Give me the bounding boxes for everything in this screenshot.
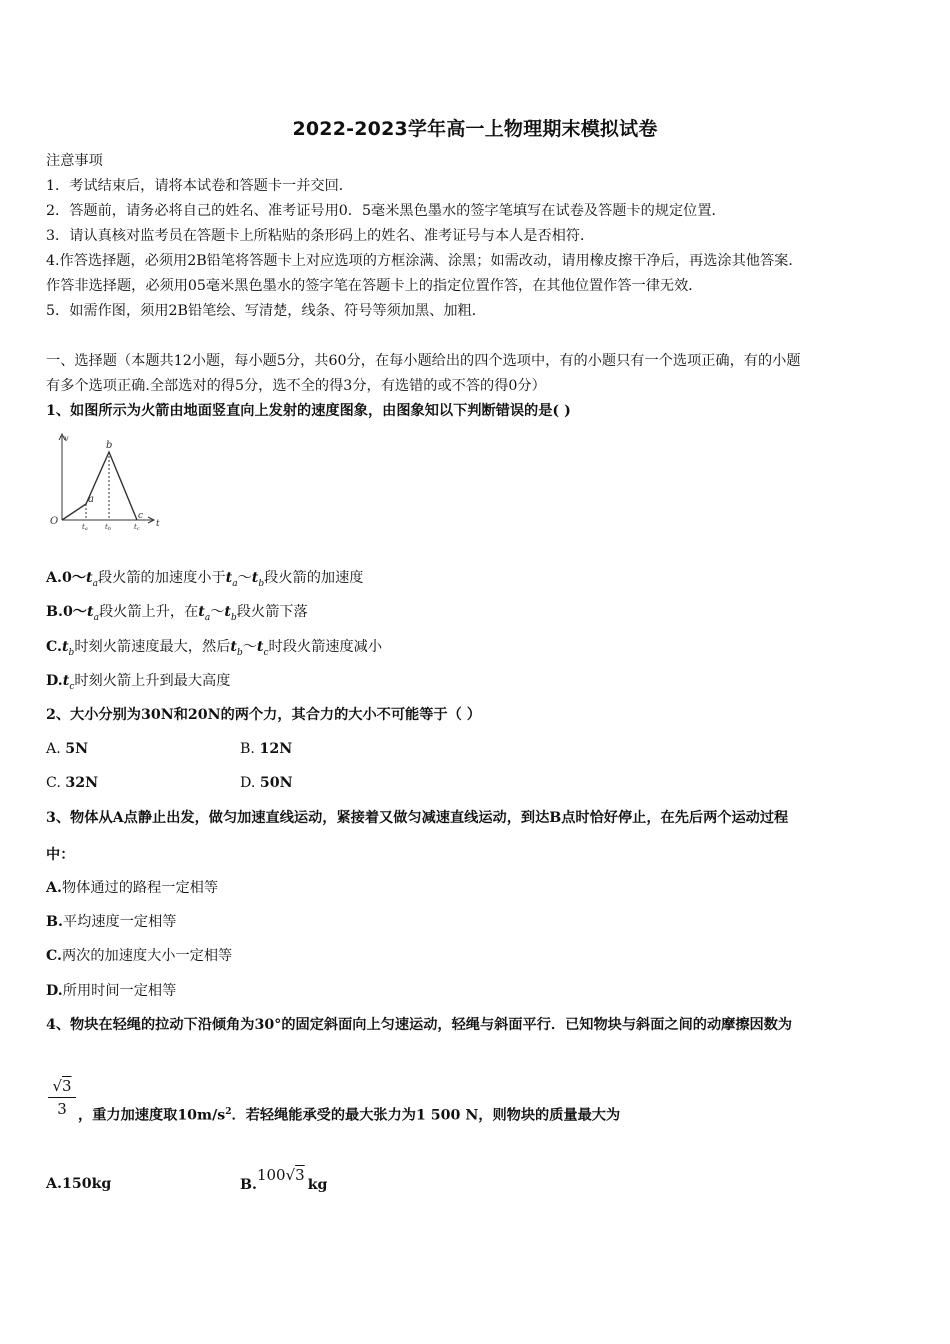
notice-item-2: 2．答题前，请务必将自己的姓名、准考证号用0．5毫米黑色墨水的签字笔填写在试卷及答题卡的规定位置． bbox=[46, 203, 726, 219]
option-b-coefficient: 100 bbox=[256, 1166, 286, 1184]
section-instructions-line2: 有多个选项正确.全部选对的得5分，选不全的得3分，有选错的或不答的得0分） bbox=[46, 378, 546, 394]
q3-option-a[interactable]: A.物体通过的路程一定相等 bbox=[46, 880, 219, 896]
q1-option-d[interactable]: $D.t_c$时刻火箭上升到最大高度 bbox=[46, 673, 231, 692]
question-1-stem: 1、如图所示为火箭由地面竖直向上发射的速度图象，由图象知以下判断错误的是( ) bbox=[46, 403, 571, 419]
point-a-label: a bbox=[88, 494, 94, 505]
notice-item-1: 1．考试结束后，请将本试卷和答题卡一并交回． bbox=[46, 178, 353, 194]
option-label: C. bbox=[46, 639, 62, 655]
point-b-label: b bbox=[106, 440, 113, 451]
q2-option-d[interactable]: D. 50N bbox=[240, 775, 293, 791]
friction-coefficient-fraction bbox=[48, 1076, 76, 1119]
q3-option-c[interactable]: C.两次的加速度大小一定相等 bbox=[46, 948, 233, 964]
q1-option-b[interactable]: $B.0\sim t_a$段火箭上升，在$t_a\sim t_b$段火箭下落 bbox=[46, 604, 308, 623]
notice-item-4: 4.作答选择题，必须用2B铅笔将答题卡上对应选项的方框涂满、涂黑；如需改动，请用橡皮擦干净后，再选涂其他答案． bbox=[46, 253, 803, 269]
tick-label-tc: tc bbox=[134, 523, 140, 532]
question-2-stem: 2、大小分别为30N和20N的两个力，其合力的大小不可能等于（ ） bbox=[46, 707, 481, 723]
notice-item-3: 3．请认真核对监考员在答题卡上所粘贴的条形码上的姓名、准考证号与本人是否相符． bbox=[46, 228, 595, 244]
q4-option-a[interactable]: A.150kg bbox=[46, 1176, 112, 1192]
notice-item-5: 5．如需作图，须用2B铅笔绘、写清楚，线条、符号等须加黑、加粗． bbox=[46, 303, 486, 319]
q3-option-d[interactable]: D.所用时间一定相等 bbox=[46, 983, 177, 999]
q2-option-b[interactable]: B. 12N bbox=[240, 741, 293, 757]
option-label: A. bbox=[46, 570, 62, 586]
fraction-numerator: √3 bbox=[48, 1076, 76, 1098]
q1-option-a[interactable]: $A.0\sim t_a$段火箭的加速度小于$t_a\sim t_b$段火箭的加速度 bbox=[46, 570, 364, 589]
section-instructions-line1: 一、选择题（本题共12小题，每小题5分，共60分，在每小题给出的四个选项中，有的小题只有一个选项正确，有的小题 bbox=[46, 353, 801, 369]
option-label: B. bbox=[46, 604, 63, 620]
question-3-stem-line2: 中： bbox=[46, 847, 75, 863]
velocity-curve bbox=[62, 452, 137, 520]
q3-option-b[interactable]: B.平均速度一定相等 bbox=[46, 914, 177, 930]
question-3-stem-line1: 3、物体从A点静止出发，做匀加速直线运动，紧接着又做匀减速直线运动，到达B点时恰好停止，在先后两个运动过程 bbox=[46, 810, 789, 826]
origin-label: O bbox=[50, 516, 59, 527]
page-title: 2022-2023学年高一上物理期末模拟试卷 bbox=[292, 118, 658, 140]
axis-label-v: v bbox=[64, 434, 69, 443]
question-4-stem-line1: 4、物块在轻绳的拉动下沿倾角为30°的固定斜面向上匀速运动，轻绳与斜面平行．已知物块与斜面之间的动摩擦因数为 bbox=[46, 1017, 793, 1033]
notice-heading: 注意事项 bbox=[46, 153, 103, 169]
tick-label-ta: ta bbox=[82, 523, 88, 532]
tick-label-tb: tb bbox=[105, 523, 112, 532]
question-4-stem-line2: ，重力加速度取$10m/s^2$．若轻绳能承受的最大张力为1 500 N，则物块的质量最大为 bbox=[78, 1107, 621, 1124]
q2-option-c[interactable]: C. 32N bbox=[46, 775, 99, 791]
notice-item-4-continued: 作答非选择题，必须用05毫米黑色墨水的签字笔在答题卡上的指定位置作答，在其他位置作答一律无效． bbox=[46, 278, 703, 294]
q1-option-c[interactable]: $C.t_b$时刻火箭速度最大，然后$t_b\sim t_c$时段火箭速度减小 bbox=[46, 639, 383, 658]
point-c-label: c bbox=[138, 511, 144, 521]
option-label: D. bbox=[46, 673, 63, 689]
q4-option-b[interactable]: B.100√3kg bbox=[240, 1166, 328, 1193]
q2-option-a[interactable]: A. 5N bbox=[46, 741, 89, 757]
velocity-time-graph bbox=[44, 430, 162, 534]
axis-label-t: t bbox=[156, 519, 160, 529]
fraction-denominator: 3 bbox=[57, 1100, 67, 1118]
